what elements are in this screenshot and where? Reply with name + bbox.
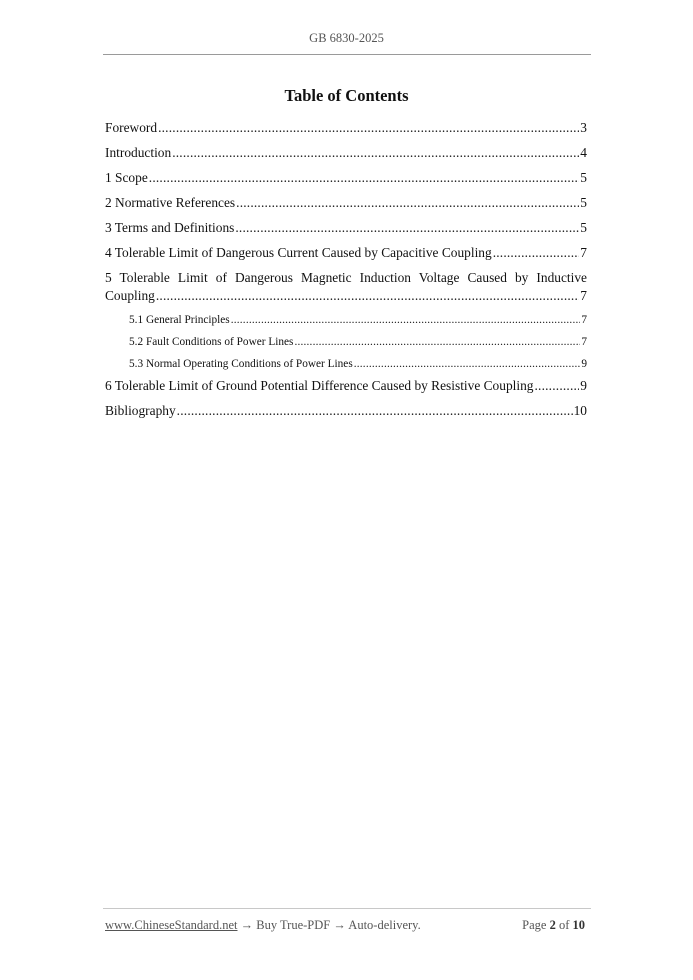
toc-entry-section-5-1[interactable]: 5.1 General Principles ..... 7 bbox=[105, 311, 587, 333]
footer-divider bbox=[103, 908, 591, 909]
running-header: GB 6830-2025 bbox=[309, 31, 384, 45]
page-number: Page 2 of 10 bbox=[522, 918, 585, 932]
toc-entry-section-5-2[interactable]: 5.2 Fault Conditions of Power Lines ..... 7 bbox=[105, 333, 587, 355]
toc-entry-introduction[interactable]: Introduction ..... 4 bbox=[105, 144, 587, 169]
promo-text: → Buy True-PDF → Auto-delivery. bbox=[240, 918, 421, 932]
toc-entry-bibliography[interactable]: Bibliography ..... 10 bbox=[105, 402, 587, 427]
table-of-contents bbox=[105, 119, 587, 427]
toc-entry-section-6[interactable]: 6 Tolerable Limit of Ground Potential Difference Caused by Resistive Coupling ..... 9 bbox=[105, 377, 587, 402]
toc-entry-section-4[interactable]: 4 Tolerable Limit of Dangerous Current Caused by Capacitive Coupling ..... 7 bbox=[105, 244, 587, 269]
toc-entry-terms-definitions[interactable]: 3 Terms and Definitions ..... 5 bbox=[105, 219, 587, 244]
toc-entry-normative-references[interactable]: 2 Normative References ..... 5 bbox=[105, 194, 587, 219]
toc-entry-scope[interactable]: 1 Scope ..... 5 bbox=[105, 169, 587, 194]
toc-entry-foreword[interactable]: Foreword ..... 3 bbox=[105, 119, 587, 144]
toc-title: Table of Contents bbox=[284, 86, 409, 105]
page-footer bbox=[105, 918, 585, 933]
toc-entry-section-5[interactable]: 5 Tolerable Limit of Dangerous Magnetic Induction Voltage Caused by Inductive Coupling ..... 7 bbox=[105, 269, 587, 305]
header-divider bbox=[103, 54, 591, 55]
footer-promo bbox=[105, 918, 421, 933]
toc-entry-section-5-3[interactable]: 5.3 Normal Operating Conditions of Power Lines ..... 9 bbox=[105, 355, 587, 377]
website-link[interactable]: www.ChineseStandard.net bbox=[105, 918, 238, 932]
